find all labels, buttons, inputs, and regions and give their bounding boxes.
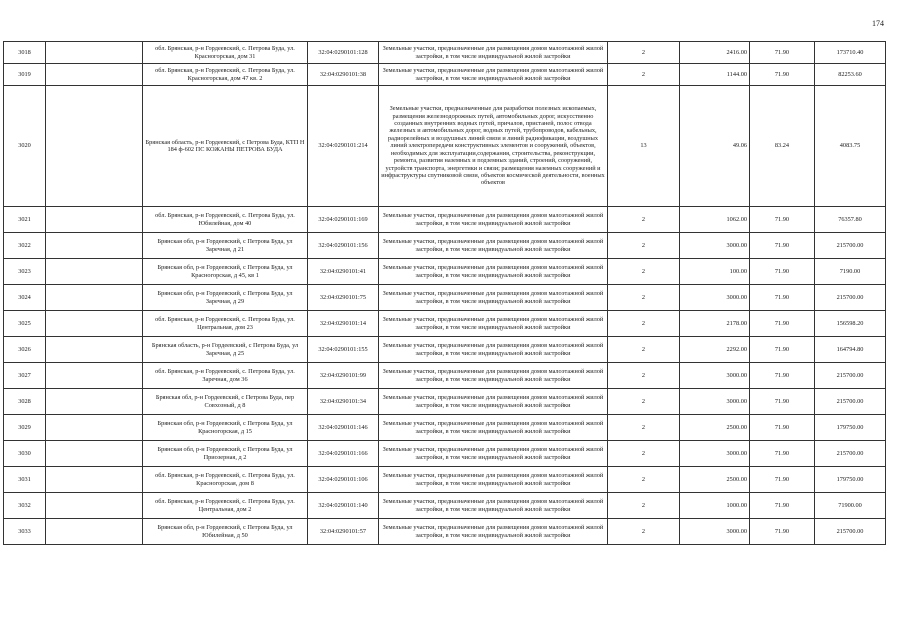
- cadastral-number-cell: 32:04:0290101:75: [308, 285, 379, 311]
- cadastral-value-cell: 76357.80: [815, 207, 886, 233]
- area-cell: 3000.00: [680, 363, 750, 389]
- cadastral-number-cell: 32:04:0290101:106: [308, 467, 379, 493]
- area-cell: 1062.00: [680, 207, 750, 233]
- area-cell: 2500.00: [680, 467, 750, 493]
- land-use-cell: Земельные участки, предназначенные для размещения домов малоэтажной жилой застройки, в том числе индивидуальной жилой застройки: [379, 311, 608, 337]
- blank-cell: [46, 441, 143, 467]
- rate-cell: 71.90: [750, 233, 815, 259]
- row-number: 3023: [4, 259, 46, 285]
- address-cell: обл. Брянская, р-н Гордеевский, с. Петрова Буда, ул. Красногорская, дом 31: [143, 42, 308, 64]
- rate-cell: 71.90: [750, 389, 815, 415]
- table-row: [4, 233, 886, 259]
- use-code-cell: 2: [608, 42, 680, 64]
- row-number: 3019: [4, 64, 46, 86]
- use-code-cell: 2: [608, 311, 680, 337]
- row-number: 3027: [4, 363, 46, 389]
- rate-cell: 71.90: [750, 259, 815, 285]
- area-cell: 2292.00: [680, 337, 750, 363]
- table-row: [4, 389, 886, 415]
- address-cell: Брянская обл, р-н Гордеевский, с Петрова Буда, пер Совхозный, д 8: [143, 389, 308, 415]
- row-number: 3026: [4, 337, 46, 363]
- cadastral-number-cell: 32:04:0290101:214: [308, 86, 379, 207]
- address-cell: Брянская обл, р-н Гордеевский, с Петрова Буда, ул Юбилейная, д 50: [143, 519, 308, 545]
- cadastral-number-cell: 32:04:0290101:140: [308, 493, 379, 519]
- cadastral-number-cell: 32:04:0290101:99: [308, 363, 379, 389]
- rate-cell: 71.90: [750, 337, 815, 363]
- land-use-cell: Земельные участки, предназначенные для размещения домов малоэтажной жилой застройки, в том числе индивидуальной жилой застройки: [379, 441, 608, 467]
- land-use-cell: Земельные участки, предназначенные для размещения домов малоэтажной жилой застройки, в том числе индивидуальной жилой застройки: [379, 42, 608, 64]
- blank-cell: [46, 207, 143, 233]
- table-row: [4, 493, 886, 519]
- land-use-cell: Земельные участки, предназначенные для размещения домов малоэтажной жилой застройки, в том числе индивидуальной жилой застройки: [379, 233, 608, 259]
- table-row: [4, 42, 886, 64]
- table-row: [4, 467, 886, 493]
- cadastral-value-cell: 215700.00: [815, 519, 886, 545]
- row-number: 3024: [4, 285, 46, 311]
- cadastral-number-cell: 32:04:0290101:34: [308, 389, 379, 415]
- table-row: [4, 259, 886, 285]
- page-number: 174: [872, 19, 884, 28]
- cadastral-value-cell: 82253.60: [815, 64, 886, 86]
- address-cell: обл. Брянская, р-н Гордеевский, с. Петрова Буда, ул. Красногорская, дом 47 кв. 2: [143, 64, 308, 86]
- address-cell: обл. Брянская, р-н Гордеевский, с. Петрова Буда, ул. Юбилейная, дом 40: [143, 207, 308, 233]
- cadastral-number-cell: 32:04:0290101:146: [308, 415, 379, 441]
- land-use-cell: Земельные участки, предназначенные для размещения домов малоэтажной жилой застройки, в том числе индивидуальной жилой застройки: [379, 259, 608, 285]
- use-code-cell: 2: [608, 493, 680, 519]
- address-cell: Брянская обл, р-н Гордеевский, с Петрова Буда, ул Красногорская, д 15: [143, 415, 308, 441]
- blank-cell: [46, 467, 143, 493]
- row-number: 3032: [4, 493, 46, 519]
- area-cell: 1144.00: [680, 64, 750, 86]
- land-use-cell: Земельные участки, предназначенные для размещения домов малоэтажной жилой застройки, в том числе индивидуальной жилой застройки: [379, 467, 608, 493]
- table-row: [4, 363, 886, 389]
- address-cell: обл. Брянская, р-н Гордеевский, с. Петрова Буда, ул. Заречная, дом 36: [143, 363, 308, 389]
- area-cell: 2500.00: [680, 415, 750, 441]
- cadastral-number-cell: 32:04:0290101:41: [308, 259, 379, 285]
- use-code-cell: 2: [608, 64, 680, 86]
- land-use-cell: Земельные участки, предназначенные для размещения домов малоэтажной жилой застройки, в том числе индивидуальной жилой застройки: [379, 64, 608, 86]
- table-row: [4, 441, 886, 467]
- land-use-cell: Земельные участки, предназначенные для размещения домов малоэтажной жилой застройки, в том числе индивидуальной жилой застройки: [379, 337, 608, 363]
- cadastral-number-cell: 32:04:0290101:14: [308, 311, 379, 337]
- area-cell: 1000.00: [680, 493, 750, 519]
- address-cell: Брянская обл, р-н Гордеевский, с Петрова Буда, ул Красногорская, д 45, кв 1: [143, 259, 308, 285]
- use-code-cell: 2: [608, 363, 680, 389]
- cadastral-number-cell: 32:04:0290101:38: [308, 64, 379, 86]
- area-cell: 3000.00: [680, 285, 750, 311]
- rate-cell: 71.90: [750, 519, 815, 545]
- area-cell: 3000.00: [680, 441, 750, 467]
- cadastral-number-cell: 32:04:0290101:169: [308, 207, 379, 233]
- land-use-cell: Земельные участки, предназначенные для разработки полезных ископаемых, размещения железнодорожных путей, автомобильных дорог, искусственно созданных внутренних водных путей, причалов, пристаней, полос отвода железных и автомобильных дорог, водных путей, трубопроводов, кабельных, радиорелейных и воздушных линий связи и линий радиофикации, воздушных линий электропередачи конструктивных элементов и сооружений, объектов, необходимых для эксплуатации,содержания, строительства, реконструкции, ремонта, развития наземных и подземных зданий, строений, сооружений, устройств транспорта, энергетики и связи; размещения наземных сооружений и инфраструктуры спутниковой связи, объектов космической деятельности, военных объектов: [379, 86, 608, 207]
- land-use-cell: Земельные участки, предназначенные для размещения домов малоэтажной жилой застройки, в том числе индивидуальной жилой застройки: [379, 415, 608, 441]
- blank-cell: [46, 415, 143, 441]
- blank-cell: [46, 285, 143, 311]
- use-code-cell: 13: [608, 86, 680, 207]
- cadastral-value-cell: 7190.00: [815, 259, 886, 285]
- blank-cell: [46, 42, 143, 64]
- address-cell: обл. Брянская, р-н Гордеевский, с. Петрова Буда, ул. Центральная, дом 2: [143, 493, 308, 519]
- cadastral-number-cell: 32:04:0290101:156: [308, 233, 379, 259]
- blank-cell: [46, 519, 143, 545]
- blank-cell: [46, 337, 143, 363]
- use-code-cell: 2: [608, 207, 680, 233]
- row-number: 3020: [4, 86, 46, 207]
- cadastral-value-cell: 164794.80: [815, 337, 886, 363]
- use-code-cell: 2: [608, 519, 680, 545]
- use-code-cell: 2: [608, 233, 680, 259]
- table-row: [4, 519, 886, 545]
- blank-cell: [46, 233, 143, 259]
- use-code-cell: 2: [608, 441, 680, 467]
- use-code-cell: 2: [608, 389, 680, 415]
- blank-cell: [46, 311, 143, 337]
- table-row: [4, 64, 886, 86]
- row-number: 3029: [4, 415, 46, 441]
- rate-cell: 71.90: [750, 467, 815, 493]
- use-code-cell: 2: [608, 467, 680, 493]
- land-use-cell: Земельные участки, предназначенные для размещения домов малоэтажной жилой застройки, в том числе индивидуальной жилой застройки: [379, 285, 608, 311]
- rate-cell: 71.90: [750, 285, 815, 311]
- cadastral-value-cell: 173710.40: [815, 42, 886, 64]
- land-use-cell: Земельные участки, предназначенные для размещения домов малоэтажной жилой застройки, в том числе индивидуальной жилой застройки: [379, 519, 608, 545]
- land-use-cell: Земельные участки, предназначенные для размещения домов малоэтажной жилой застройки, в том числе индивидуальной жилой застройки: [379, 389, 608, 415]
- blank-cell: [46, 493, 143, 519]
- address-cell: обл. Брянская, р-н Гордеевский, с. Петрова Буда, ул. Красногорская, дом 8: [143, 467, 308, 493]
- cadastral-value-cell: 156598.20: [815, 311, 886, 337]
- land-registry-table: [3, 41, 886, 545]
- row-number: 3033: [4, 519, 46, 545]
- blank-cell: [46, 389, 143, 415]
- use-code-cell: 2: [608, 285, 680, 311]
- row-number: 3021: [4, 207, 46, 233]
- area-cell: 2416.00: [680, 42, 750, 64]
- cadastral-value-cell: 71900.00: [815, 493, 886, 519]
- row-number: 3025: [4, 311, 46, 337]
- cadastral-number-cell: 32:04:0290101:155: [308, 337, 379, 363]
- use-code-cell: 2: [608, 259, 680, 285]
- blank-cell: [46, 86, 143, 207]
- row-number: 3030: [4, 441, 46, 467]
- address-cell: Брянская область, р-н Гордеевский, с Петрова Буда, ул Заречная, д 25: [143, 337, 308, 363]
- area-cell: 3000.00: [680, 519, 750, 545]
- row-number: 3031: [4, 467, 46, 493]
- rate-cell: 71.90: [750, 207, 815, 233]
- cadastral-number-cell: 32:04:0290101:128: [308, 42, 379, 64]
- area-cell: 3000.00: [680, 233, 750, 259]
- use-code-cell: 2: [608, 337, 680, 363]
- cadastral-value-cell: 215700.00: [815, 389, 886, 415]
- use-code-cell: 2: [608, 415, 680, 441]
- land-use-cell: Земельные участки, предназначенные для размещения домов малоэтажной жилой застройки, в том числе индивидуальной жилой застройки: [379, 493, 608, 519]
- area-cell: 100.00: [680, 259, 750, 285]
- land-use-cell: Земельные участки, предназначенные для размещения домов малоэтажной жилой застройки, в том числе индивидуальной жилой застройки: [379, 363, 608, 389]
- cadastral-value-cell: 215700.00: [815, 441, 886, 467]
- area-cell: 2178.00: [680, 311, 750, 337]
- cadastral-value-cell: 215700.00: [815, 233, 886, 259]
- rate-cell: 71.90: [750, 441, 815, 467]
- row-number: 3018: [4, 42, 46, 64]
- rate-cell: 71.90: [750, 311, 815, 337]
- rate-cell: 71.90: [750, 64, 815, 86]
- address-cell: Брянская обл, р-н Гордеевский, с Петрова Буда, ул Заречная, д 21: [143, 233, 308, 259]
- table-row: [4, 311, 886, 337]
- address-cell: обл. Брянская, р-н Гордеевский, с. Петрова Буда, ул. Центральная, дом 23: [143, 311, 308, 337]
- table-row: [4, 415, 886, 441]
- cadastral-value-cell: 179750.00: [815, 415, 886, 441]
- blank-cell: [46, 259, 143, 285]
- address-cell: Брянская обл, р-н Гордеевский, с Петрова Буда, ул Приозерная, д 2: [143, 441, 308, 467]
- cadastral-value-cell: 179750.00: [815, 467, 886, 493]
- blank-cell: [46, 363, 143, 389]
- table-row: [4, 86, 886, 207]
- area-cell: 49.06: [680, 86, 750, 207]
- rate-cell: 71.90: [750, 42, 815, 64]
- address-cell: Брянская обл, р-н Гордеевский, с Петрова Буда, ул Заречная, д 29: [143, 285, 308, 311]
- cadastral-number-cell: 32:04:0290101:166: [308, 441, 379, 467]
- cadastral-number-cell: 32:04:0290101:57: [308, 519, 379, 545]
- area-cell: 3000.00: [680, 389, 750, 415]
- address-cell: Брянская область, р-н Гордеевский, с Петрова Буда, КТП Н 184 ф-602 ПС КОЖАНЫ ПЕТРОВА БУДА: [143, 86, 308, 207]
- row-number: 3028: [4, 389, 46, 415]
- rate-cell: 71.90: [750, 363, 815, 389]
- rate-cell: 83.24: [750, 86, 815, 207]
- rate-cell: 71.90: [750, 415, 815, 441]
- table-row: [4, 337, 886, 363]
- cadastral-value-cell: 215700.00: [815, 285, 886, 311]
- cadastral-value-cell: 215700.00: [815, 363, 886, 389]
- cadastral-value-cell: 4083.75: [815, 86, 886, 207]
- table-row: [4, 207, 886, 233]
- rate-cell: 71.90: [750, 493, 815, 519]
- blank-cell: [46, 64, 143, 86]
- table-row: [4, 285, 886, 311]
- row-number: 3022: [4, 233, 46, 259]
- land-use-cell: Земельные участки, предназначенные для размещения домов малоэтажной жилой застройки, в том числе индивидуальной жилой застройки: [379, 207, 608, 233]
